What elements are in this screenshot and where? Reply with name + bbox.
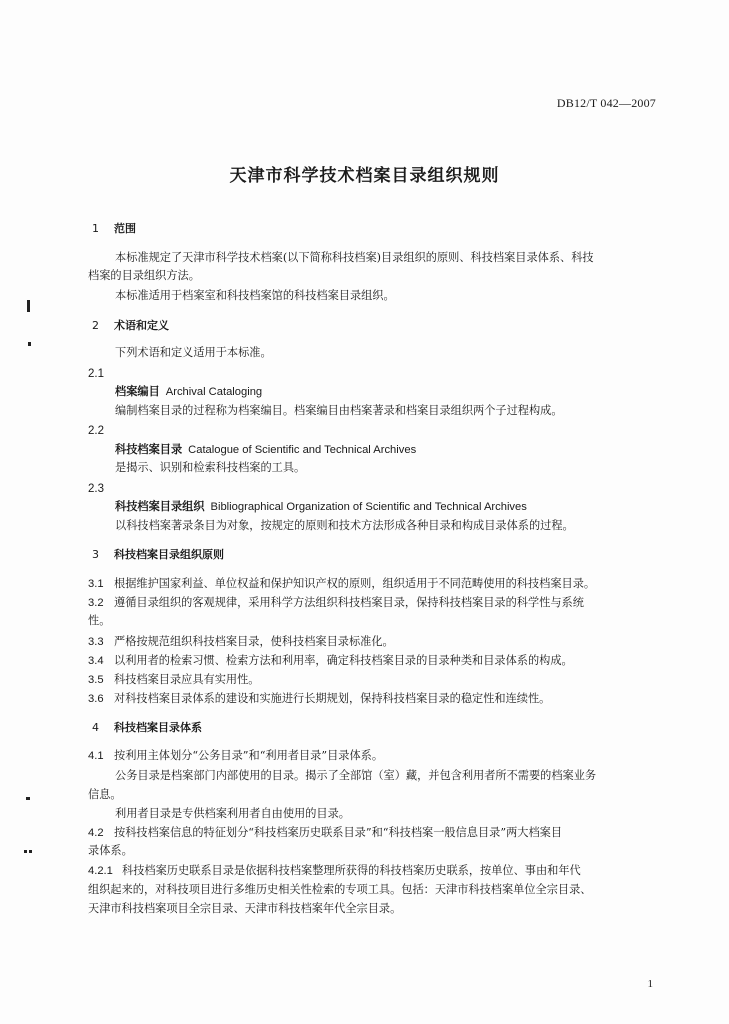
term-number: 2.3 [88, 483, 104, 495]
clause-text: 严格按规范组织科技档案目录，使科技档案目录标准化。 [114, 635, 394, 648]
clause [88, 653, 573, 669]
clause [88, 863, 581, 879]
clause-continuation: 组织起来的，对科技项目进行多维历史相关性检索的专项工具。包括：天津市科技档案单位全宗目录、 [88, 883, 592, 896]
paragraph-line: 利用者目录是专供档案利用者自由使用的目录。 [115, 807, 350, 820]
clause-text: 科技档案历史联系目录是依据科技档案整理所获得的科技档案历史联系，按单位、事由和年代 [122, 864, 581, 877]
term-number: 2.2 [88, 425, 104, 437]
term-english: Catalogue of Scientific and Technical Archives [188, 444, 417, 456]
clause-text: 按利用主体划分“公务目录”和“利用者目录”目录体系。 [114, 749, 384, 762]
clause-continuation: 录体系。 [88, 844, 133, 857]
clause-number: 3.5 [88, 674, 104, 686]
term-chinese: 档案编目 [115, 385, 160, 398]
page-number: 1 [647, 978, 653, 990]
clause-text: 对科技档案目录体系的建设和实施进行长期规划，保持科技档案目录的稳定性和连续性。 [114, 692, 551, 705]
scan-mark [24, 850, 27, 853]
term-heading [115, 442, 416, 458]
clause [88, 672, 259, 688]
section-number: 3 [92, 548, 99, 561]
clause [88, 825, 562, 841]
clause [88, 576, 595, 592]
clause-number: 4.1 [88, 750, 104, 762]
term-definition: 以科技档案著录条目为对象，按规定的原则和技术方法形成各种目录和构成目录体系的过程。 [115, 519, 574, 532]
clause [88, 691, 550, 707]
paragraph-line: 档案的目录组织方法。 [88, 269, 200, 282]
paragraph-line: 公务目录是档案部门内部使用的目录。揭示了全部馆（室）藏，并包含利用者所不需要的档案业务 [115, 769, 597, 782]
clause-number: 3.1 [88, 578, 104, 590]
clause-text: 根据维护国家利益、单位权益和保护知识产权的原则，组织适用于不同范畴使用的科技档案目录。 [114, 577, 596, 590]
paragraph-line: 信息。 [88, 788, 122, 801]
section-title: 术语和定义 [114, 319, 169, 332]
section-number: 4 [92, 721, 99, 734]
section-title: 范围 [114, 222, 136, 235]
clause-continuation: 性。 [88, 614, 111, 627]
term-definition: 编制档案目录的过程称为档案编目。档案编目由档案著录和档案目录组织两个子过程构成。 [115, 404, 563, 417]
section-4-heading [92, 720, 202, 736]
section-3-heading [92, 547, 224, 563]
clause [88, 634, 394, 650]
clause-text: 科技档案目录应具有实用性。 [114, 673, 260, 686]
term-heading [115, 499, 527, 515]
term-chinese: 科技档案目录 [115, 443, 183, 456]
paragraph-line: 下列术语和定义适用于本标准。 [115, 346, 272, 359]
term-number: 2.1 [88, 368, 104, 380]
clause-number: 3.4 [88, 655, 104, 667]
clause [88, 748, 383, 764]
clause-number: 3.3 [88, 636, 104, 648]
paragraph-line: 本标准规定了天津市科学技术档案(以下简称科技档案)目录组织的原则、科技档案目录体系、科技 [115, 251, 594, 264]
scan-mark [26, 797, 30, 800]
clause-number: 3.2 [88, 597, 104, 609]
scan-mark [28, 342, 31, 346]
clause [88, 595, 584, 611]
section-number: 2 [92, 319, 99, 332]
scan-mark [27, 300, 30, 312]
section-2-heading [92, 318, 169, 334]
standard-code: DB12/T 042—2007 [556, 96, 656, 110]
clause-number: 4.2.1 [88, 865, 113, 877]
clause-number: 3.6 [88, 693, 104, 705]
clause-text: 遵循目录组织的客观规律，采用科学方法组织科技档案目录，保持科技档案目录的科学性与系统 [114, 596, 584, 609]
clause-text: 按科技档案信息的特征划分“科技档案历史联系目录”和“科技档案一般信息目录”两大档案目 [114, 826, 563, 839]
clause-text: 以利用者的检索习惯、检索方法和利用率，确定科技档案目录的目录种类和目录体系的构成。 [114, 654, 573, 667]
term-english: Archival Cataloging [165, 386, 263, 398]
term-chinese: 科技档案目录组织 [115, 500, 205, 513]
clause-number: 4.2 [88, 827, 104, 839]
term-english: Bibliographical Organization of Scientific and Technical Archives [210, 501, 527, 513]
section-1-heading [92, 221, 136, 237]
section-title: 科技档案目录体系 [114, 721, 202, 734]
section-number: 1 [92, 222, 99, 235]
section-title: 科技档案目录组织原则 [114, 548, 224, 561]
term-definition: 是揭示、识别和检索科技档案的工具。 [115, 461, 306, 474]
scan-mark [29, 850, 32, 853]
paragraph-line: 本标准适用于档案室和科技档案馆的科技档案目录组织。 [115, 289, 395, 302]
clause-continuation: 天津市科技档案项目全宗目录、天津市科技档案年代全宗目录。 [88, 902, 402, 915]
document-title: 天津市科学技术档案目录组织规则 [229, 166, 500, 186]
term-heading [115, 384, 262, 400]
